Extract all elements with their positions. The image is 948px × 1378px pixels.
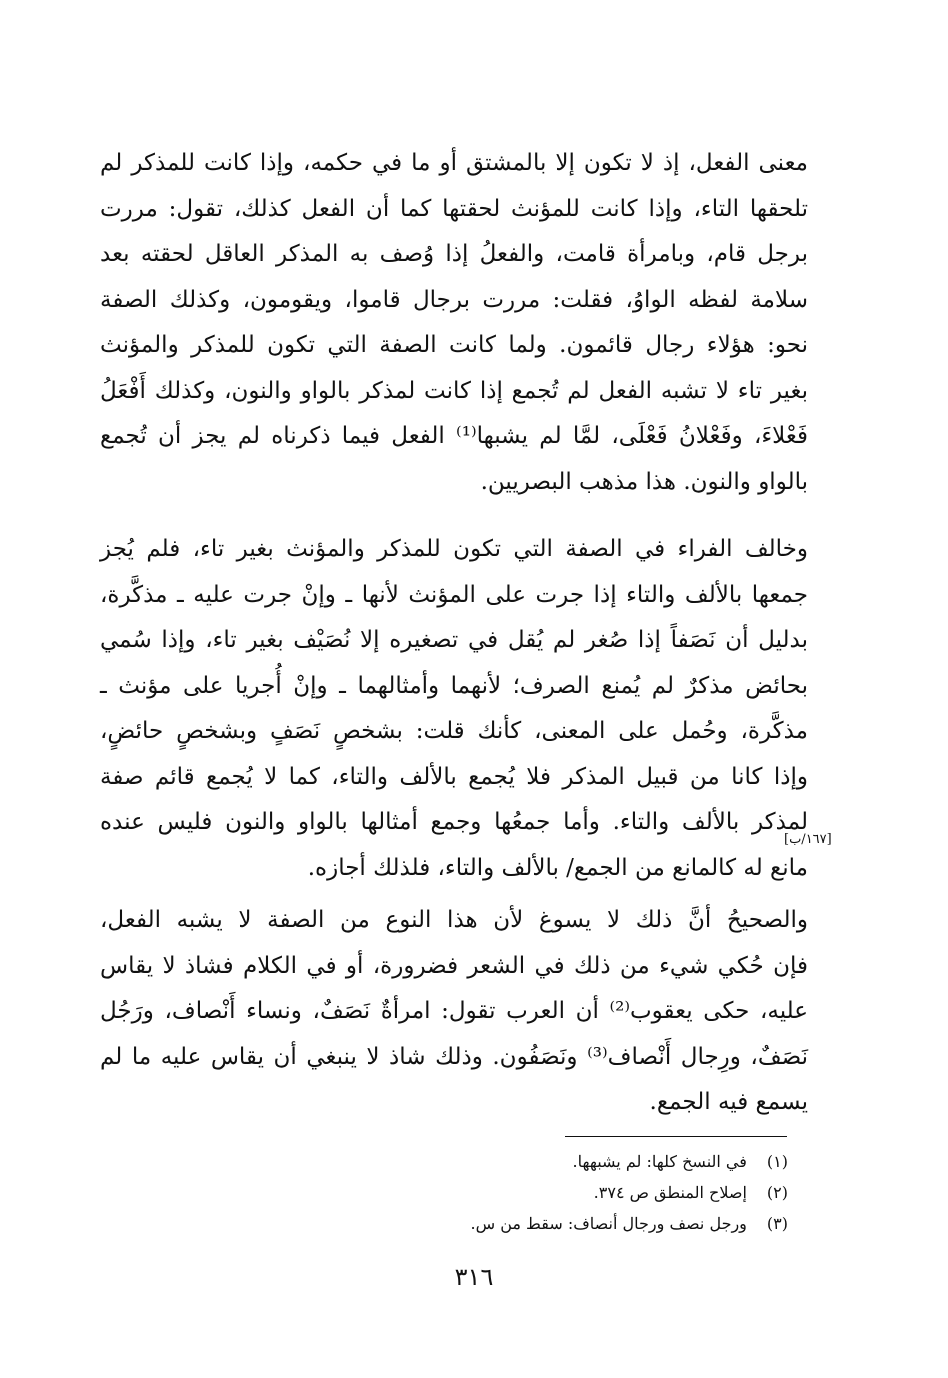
text-line: مانع له كالمانع من الجمع/ بالألف والتاء، فلذلك أجازه. (307, 854, 808, 881)
text-line: مذكَّرة، وحُمل على المعنى، كأنك قلت: بشخصٍ نَصَفٍ وبشخصٍ حائضٍ، (100, 718, 808, 744)
page-number: ٣١٦ (454, 1263, 494, 1291)
text-line: والصحيحُ أنَّ ذلك لا يسوغ لأن هذا النوع من الصفة لا يشبه الفعل، (100, 907, 808, 933)
footnote-number: (١) (766, 1152, 788, 1171)
text-line: عليه، حكى يعقوب⁽²⁾ أن العرب تقول: امرأةٌ نَصَفٌ، ونساء أَنْصاف، ورَجُل (100, 998, 809, 1024)
text-line: جمعها بالألف والتاء إذا جرت على المؤنث لأنها ـ وإنْ جرت عليه ـ مذكَّرة، (100, 581, 808, 608)
paragraph-2 (100, 527, 808, 891)
text-line: بحائض مذكرٌ لم يُمنع الصرف؛ لأنهما وأمثالهما ـ وإنْ أُجريا على مؤنث ـ (100, 672, 808, 699)
footnote-number: (٢) (766, 1183, 788, 1202)
footnote (594, 1183, 788, 1202)
text-line: سلامة لفظه الواوُ، فقلت: مررت برجال قاموا، ويقومون، وكذلك الصفة (100, 286, 808, 313)
text-line: يسمع فيه الجمع. (649, 1089, 808, 1115)
footnote-number: (٣) (766, 1214, 788, 1233)
text-line: نَصَفٌ، ورِجال أَنْصاف⁽³⁾ ونَصَفُون. وذلك شاذ لا ينبغي أن يقاس عليه ما لم (100, 1043, 808, 1070)
footnote (572, 1152, 788, 1171)
footnote-text: إصلاح المنطق ص ٣٧٤. (593, 1183, 747, 1202)
text-line: لمذكر بالألف والتاء. وأما جمعُها وجمع أمثالها بالواو والنون فليس عنده (100, 809, 808, 835)
text-line: فَعْلاءَ، وفَعْلانُ فَعْلَى، لمَّا لم يشبها⁽¹⁾ الفعل فيما ذكرناه لم يجز أن تُجمع (100, 423, 808, 449)
footnote (471, 1214, 788, 1233)
text-line: وخالف الفراء في الصفة التي تكون للمذكر والمؤنث بغير تاء، فلم يُجز (100, 536, 808, 562)
footnote-text: في النسخ كلها: لم يشبهها. (572, 1152, 747, 1171)
text-line: تلحقها التاء، وإذا كانت للمؤنث لحقتها كما أن الفعل كذلك، تقول: مررت (100, 195, 808, 222)
text-line: وإذا كانا من قبيل المذكر فلا يُجمع بالألف والتاء، كما لا يُجمع قائم صفة (100, 763, 808, 790)
text-line: بالواو والنون. هذا مذهب البصريين. (480, 468, 808, 495)
text-line: برجل قام، وبامرأة قامت، والفعلُ إذا وُصف به المذكر العاقل لحقته بعد (100, 241, 808, 267)
manuscript-folio-marker: [١٦٧/ب] (784, 832, 832, 847)
text-line: بغير تاء لا تشبه الفعل لم تُجمع إذا كانت لمذكر بالواو والنون، وكذلك أَفْعَلُ (100, 377, 808, 404)
text-line: بدليل أن نَصَفاً إذا صُغر لم يُقل في تصغيره إلا نُصَيْف بغير تاء، وإذا سُمي (100, 627, 808, 653)
paragraph-1 (100, 141, 808, 505)
text-line: معنى الفعل، إذ لا تكون إلا بالمشتق أو ما في حكمه، وإذا كانت للمذكر لم (100, 150, 808, 176)
paragraph-3 (100, 898, 808, 1126)
text-line: فإن حُكي شيء من ذلك في الشعر فضرورة، أو في الكلام فشاذ لا يقاس (100, 952, 808, 979)
footnote-text: ورجل نصف ورجال أنصاف: سقط من س. (470, 1214, 747, 1233)
footnote-separator (565, 1136, 787, 1137)
text-line: نحو: هؤلاء رجال قائمون. ولما كانت الصفة التي تكون للمذكر والمؤنث (100, 332, 808, 358)
